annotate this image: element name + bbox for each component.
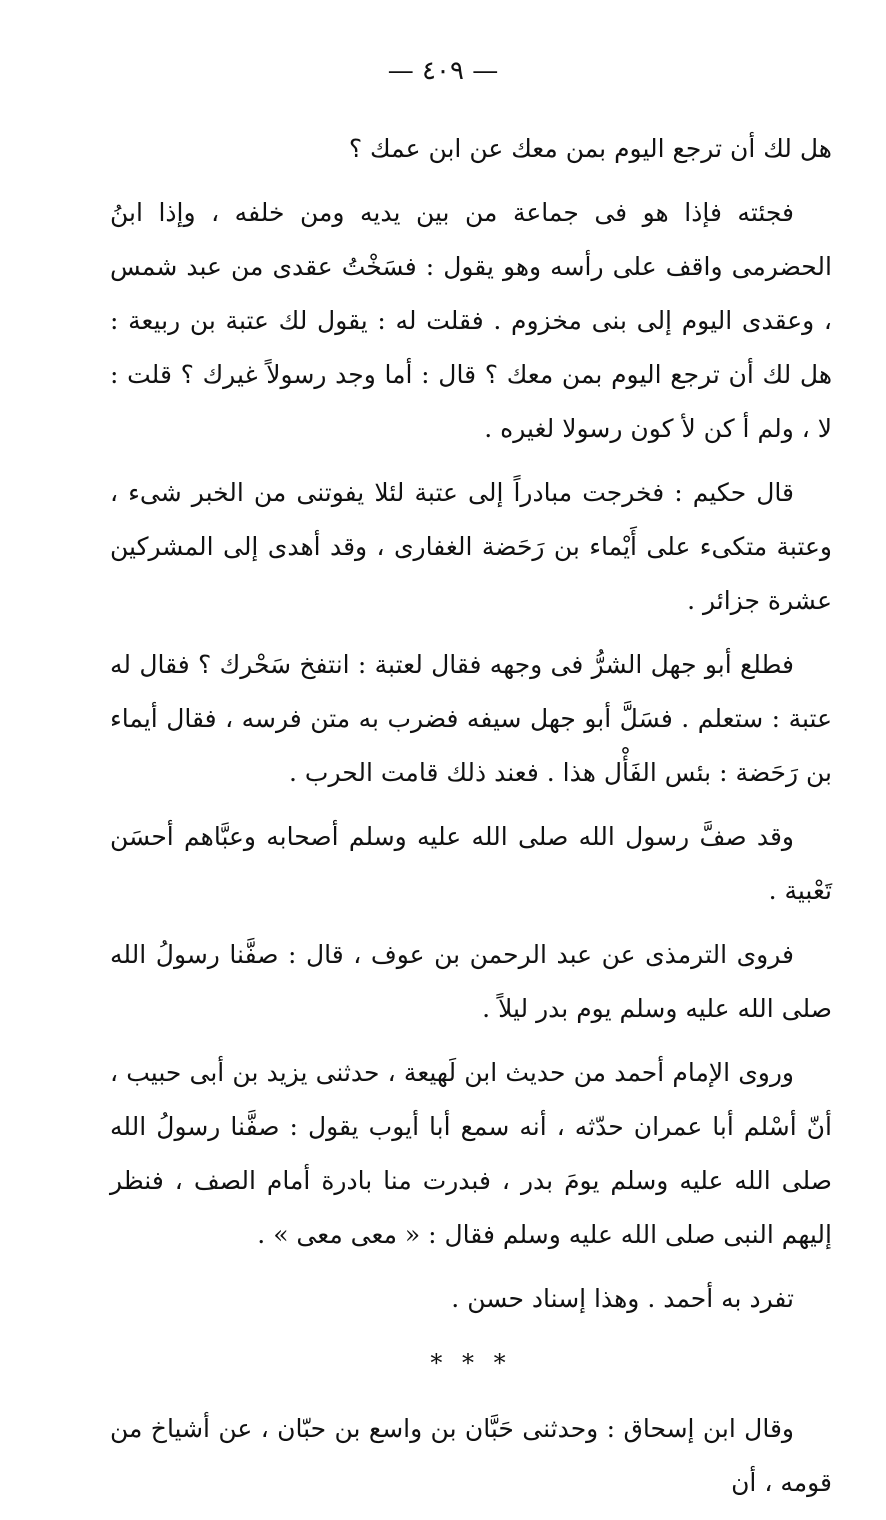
paragraph-2: فجئته فإذا هو فى جماعة من بين يديه ومن خلفه ، وإذا ابنُ الحضرمى واقف على رأسه وهو يقول : فسَخْتُ عقدى من عبد شمس ، وعقدى اليوم إلى بنى مخزوم . فقلت له : يقول لك عتبة بن ربيعة : هل لك أن ترجع اليوم بمن معك ؟ قال : أما وجد رسولاً غيرك ؟ قلت : لا ، ولم أ كن لأ كون رسولا لغيره . <box>110 198 832 443</box>
paragraph-5: وقد صفَّ رسول الله صلى الله عليه وسلم أصحابه وعبَّاهم أحسَن تَعْبية . <box>110 822 832 905</box>
paragraph-7: وروى الإمام أحمد من حديث ابن لَهيعة ، حدثنى يزيد بن أبى حبيب ، أنّ أسْلم أبا عمران حدّثه ، أنه سمع أبا أيوب يقول : صفَّنا رسولُ الله صلى الله عليه وسلم يومَ بدر ، فبدرت منا بادرة أمام الصف ، فنظر إليهم النبى صلى الله عليه وسلم فقال : « معى معى » . <box>110 1058 832 1249</box>
paragraph-8: تفرد به أحمد . وهذا إسناد حسن . <box>451 1284 794 1313</box>
section-separator: * * * <box>430 1349 512 1377</box>
page-body <box>110 122 832 1520</box>
paragraph-4: فطلع أبو جهل الشرُّ فى وجهه فقال لعتبة : انتفخ سَحْرك ؟ فقال له عتبة : ستعلم . فسَلَّ أبو جهل سيفه فضرب به متن فرسه ، فقال أيماء بن رَحَضة : بئس الفَأْل هذا . فعند ذلك قامت الحرب . <box>110 650 832 787</box>
paragraph-6: فروى الترمذى عن عبد الرحمن بن عوف ، قال : صفَّنا رسولُ الله صلى الله عليه وسلم يوم بدر ليلاً . <box>110 940 832 1023</box>
paragraph-closing: وقال ابن إسحاق : وحدثنى حَبَّان بن واسع بن حبّان ، عن أشياخ من قومه ، أن <box>110 1414 832 1497</box>
paragraph-1: هل لك أن ترجع اليوم بمن معك عن ابن عمك ؟ <box>348 134 832 163</box>
paragraph-3: قال حكيم : فخرجت مبادراً إلى عتبة لئلا يفوتنى من الخبر شىء ، وعتبة متكىء على أَيْماء بن رَحَضة الغفارى ، وقد أهدى إلى المشركين عشرة جزائر . <box>110 478 832 615</box>
page-number: — ٤٠٩ — <box>387 56 499 86</box>
